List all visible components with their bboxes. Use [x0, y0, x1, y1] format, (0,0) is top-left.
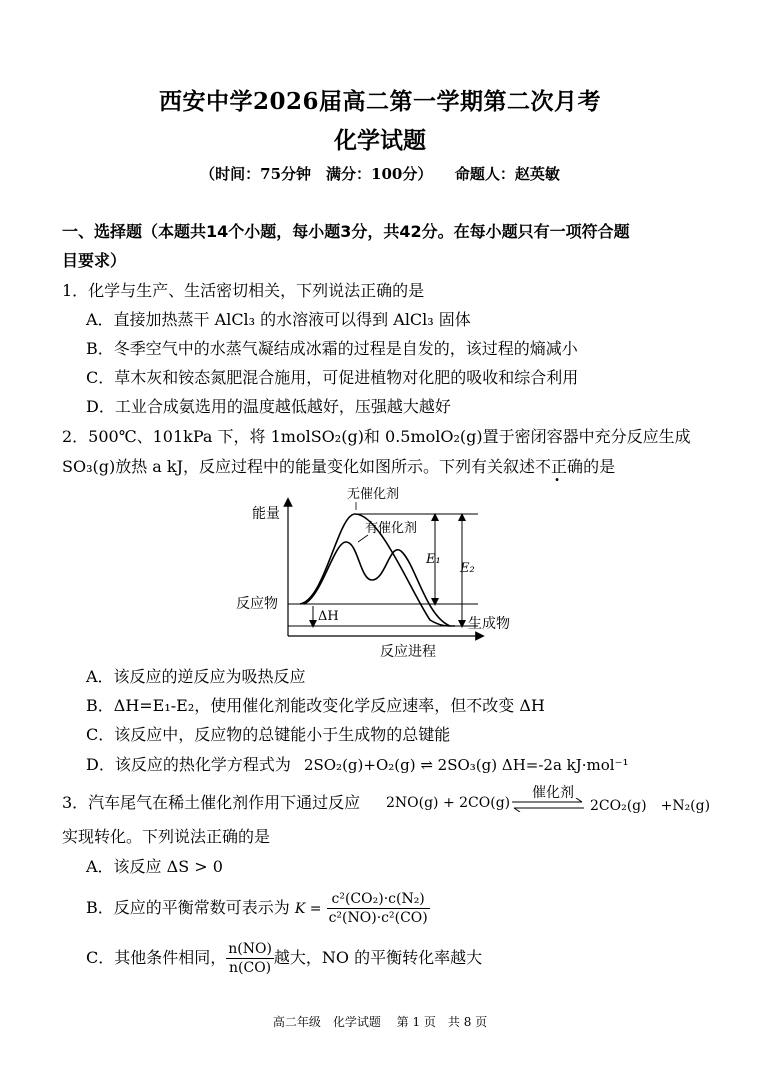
- q1-option-d: D．工业合成氨选用的温度越低越好，压强越大越好: [86, 397, 451, 416]
- q2-stem-end: 的是: [583, 457, 616, 476]
- q2-d-equation: 2SO₂(g)+O₂(g) ⇌ 2SO₃(g) ΔH=-2a kJ·mol⁻¹: [303, 756, 629, 774]
- exam-info: （时间：75分钟 满分：100分） 命题人：赵英敏: [200, 165, 560, 183]
- q3-c-suffix: 越大，NO 的平衡转化率越大: [273, 948, 483, 967]
- no-catalyst-label: 无催化剂: [347, 487, 400, 502]
- with-catalyst-label: 有催化剂: [365, 521, 418, 536]
- equilibrium-arrow: [510, 798, 586, 812]
- dh-label: ΔH: [318, 609, 339, 624]
- q3-stem-line2: 实现转化。下列说法正确的是: [62, 827, 271, 846]
- q2-option-c: C．该反应中，反应物的总键能小于生成物的总键能: [86, 725, 451, 744]
- q2-stem-line2: [62, 456, 615, 478]
- q3-option-a: A．该反应 ΔS > 0: [86, 857, 223, 876]
- q3-c-numerator: n(NO): [228, 941, 272, 957]
- q3-b-numerator: c²(CO₂)·c(N₂): [327, 890, 430, 909]
- exam-subtitle: 化学试题: [334, 127, 426, 154]
- q3-c-fraction: [226, 940, 274, 977]
- section-heading-line2: 目要求）: [62, 251, 127, 270]
- q1-option-a: A．直接加热蒸干 AlCl₃ 的水溶液可以得到 AlCl₃ 固体: [86, 310, 471, 329]
- q3-c-denominator: n(CO): [229, 960, 272, 976]
- q3-b-prefix: B．反应的平衡常数可表示为: [86, 898, 290, 917]
- q2-emphasis: 不正确: [535, 457, 584, 476]
- reactant-label: 反应物: [236, 596, 278, 612]
- energy-diagram: [230, 480, 540, 660]
- e2-label: E₂: [460, 561, 475, 576]
- q3-eq-right: 2CO₂(g) +N₂(g): [590, 798, 711, 814]
- q3-option-b: [86, 886, 430, 930]
- section-heading-line1: 一、选择题（本题共14个小题，每小题3分，共42分。在每小题只有一项符合题: [62, 222, 630, 241]
- q2-option-a: A．该反应的逆反应为吸热反应: [86, 667, 306, 686]
- q2-d-prefix: D．该反应的热化学方程式为: [86, 755, 291, 774]
- y-axis-label: 能量: [252, 506, 280, 522]
- q2-option-d: [86, 754, 629, 776]
- q1-stem: 1．化学与生产、生活密切相关，下列说法正确的是: [62, 281, 425, 300]
- q3-b-fraction: [327, 890, 430, 927]
- q3-catalyst-label: 催化剂: [532, 785, 574, 801]
- x-axis-label: 反应进程: [380, 644, 436, 660]
- e1-label: E₁: [426, 552, 441, 567]
- page-footer: 高二年级 化学试题 第 1 页 共 8 页: [272, 1015, 488, 1029]
- product-label: 生成物: [468, 616, 510, 632]
- q3-stem-line1: [62, 792, 360, 814]
- q1-option-b: B．冬季空气中的水蒸气凝结成冰霜的过程是自发的，该过程的熵减小: [86, 339, 578, 358]
- exam-title: 西安中学2026届高二第一学期第二次月考: [158, 88, 601, 115]
- q3-option-c: [86, 936, 482, 980]
- q2-option-b: B．ΔH=E₁-E₂，使用催化剂能改变化学反应速率，但不改变 ΔH: [86, 696, 545, 715]
- q3-c-prefix: C．其他条件相同，: [86, 948, 227, 967]
- q3-b-k: K =: [294, 901, 322, 917]
- q2-stem-text: SO₃(g)放热 a kJ，反应过程中的能量变化如图所示。下列有关叙述: [62, 457, 536, 476]
- q3-stem-prefix: 3．汽车尾气在稀土催化剂作用下通过反应: [62, 793, 361, 812]
- q3-b-denominator: c²(NO)·c²(CO): [328, 910, 428, 926]
- q1-option-c: C．草木灰和铵态氮肥混合施用，可促进植物对化肥的吸收和综合利用: [86, 368, 579, 387]
- q3-eq-left: 2NO(g) + 2CO(g): [386, 795, 511, 811]
- q2-stem-line1: 2．500℃、101kPa 下，将 1molSO₂(g)和 0.5molO₂(g)置于密闭容器中充分反应生成: [62, 427, 691, 446]
